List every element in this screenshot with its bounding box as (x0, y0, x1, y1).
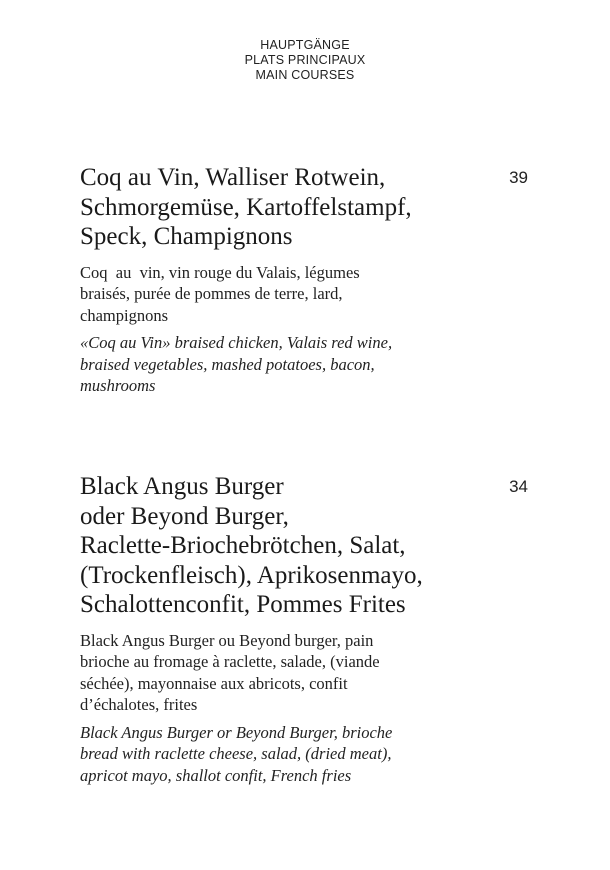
description-line: braisés, purée de pommes de terre, lard, (80, 284, 343, 303)
description-line: brioche au fromage à raclette, salade, (viande (80, 652, 380, 671)
header-german: HAUPTGÄNGE (260, 38, 350, 52)
description-line: Coq au vin, vin rouge du Valais, légumes (80, 262, 360, 282)
menu-item-price: 34 (509, 477, 528, 496)
description-line: séchée), mayonnaise aux abricots, confit (80, 673, 348, 693)
menu-item-burger (80, 472, 530, 786)
title-line: Raclette-Briochebrötchen, Salat, (80, 532, 406, 559)
description-line: «Coq au Vin» braised chicken, Valais red wine, (80, 333, 393, 352)
description-line: mushrooms (80, 376, 156, 395)
menu-item-price: 39 (509, 168, 528, 187)
menu-item-description-french (80, 262, 440, 327)
header-english: MAIN COURSES (255, 68, 355, 82)
section-header (0, 38, 610, 83)
title-line: Black Angus Burger (80, 473, 284, 500)
header-french: PLATS PRINCIPAUX (244, 53, 366, 67)
description-line: Black Angus Burger ou Beyond burger, pain (80, 630, 374, 650)
menu-item-title-german (80, 163, 470, 252)
description-line: apricot mayo, shallot confit, French fries (80, 765, 352, 785)
description-line: d’échalotes, frites (80, 695, 198, 714)
description-line: braised vegetables, mashed potatoes, bacon, (80, 354, 375, 374)
menu-item-description-english (80, 332, 460, 397)
title-line: Coq au Vin, Walliser Rotwein, (80, 164, 386, 191)
title-line: Schalottenconfit, Pommes Frites (80, 591, 406, 618)
title-line: (Trockenfleisch), Aprikosenmayo, (80, 561, 423, 589)
menu-item-description-english (80, 722, 460, 787)
description-line: bread with raclette cheese, salad, (dried meat), (80, 744, 392, 763)
menu-item-title-german (80, 472, 470, 620)
menu-item-description-french (80, 630, 440, 716)
menu-item-coq-au-vin (80, 163, 530, 397)
description-line: champignons (80, 305, 168, 325)
description-line: Black Angus Burger or Beyond Burger, brioche (80, 722, 393, 742)
title-line: oder Beyond Burger, (80, 502, 289, 530)
title-line: Schmorgemüse, Kartoffelstampf, (80, 193, 412, 221)
title-line: Speck, Champignons (80, 223, 293, 250)
